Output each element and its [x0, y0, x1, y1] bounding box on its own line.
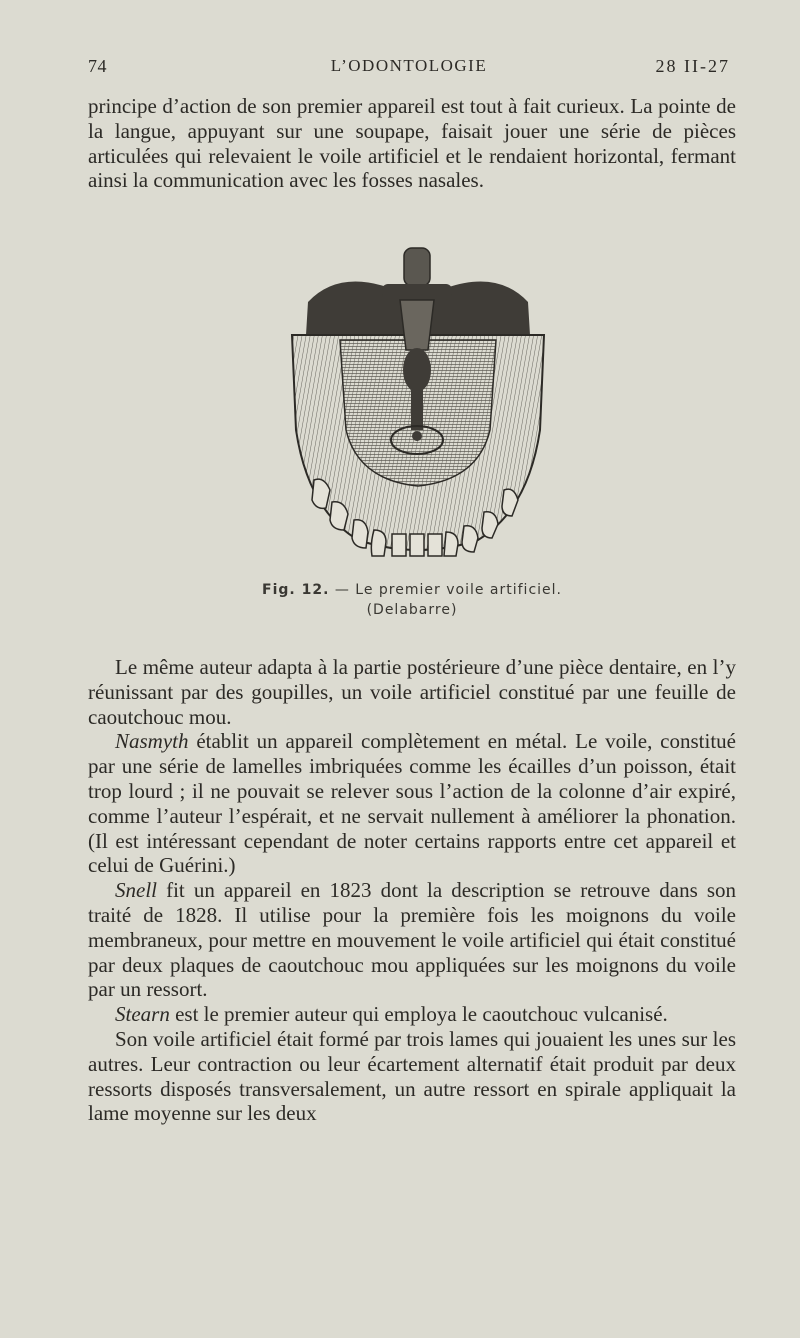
dental-prosthesis-icon	[278, 240, 558, 560]
figure-caption	[88, 580, 736, 620]
paragraph: principe d’action de son premier appareil est tout à fait curieux. La pointe de la langue, appuyant sur une soupape, faisait jouer une série de pièces articulées qui relevaient le voile artificiel et le rendaient horizontal, fermant ainsi la communication avec les fosses nasales.	[88, 94, 736, 193]
paragraph-text: établit un appareil complètement en métal. Le voile, constitué par une série de lamelles imbriquées comme les écailles d’un poisson, était trop lourd ; il ne pouvait se relever sous l’action de la colonne d’air expiré, comme l’auteur l’espérait, et ne servait nullement à améliorer la phonation. (Il est intéressant cependant de noter certains rapports entre cet appareil et celui de Guérini.)	[88, 729, 736, 878]
caption-line	[88, 580, 736, 600]
author-name: Snell	[115, 878, 157, 903]
page-header	[88, 56, 730, 84]
author-name: Nasmyth	[115, 729, 189, 754]
paragraph	[88, 1002, 736, 1027]
paragraph	[88, 878, 736, 1002]
page-number: 74	[88, 56, 107, 76]
paragraph-text: Le même auteur adapta à la partie postérieure d’une pièce dentaire, en l’y réunissant par des goupilles, un voile artificiel constitué par une feuille de caoutchouc mou.	[88, 655, 736, 729]
caption-text: — Le premier voile artificiel.	[329, 582, 562, 598]
paragraph	[88, 1027, 736, 1126]
paragraph-text: fit un appareil en 1823 dont la description se retrouve dans son traité de 1828. Il utilise pour la première fois les moignons du voile membraneux, pour mettre en mouvement le voile artificiel qui était constitué par deux plaques de caoutchouc mou appliquées sur les moignons du voile par un ressort.	[88, 878, 736, 1002]
caption-credit: (Delabarre)	[366, 602, 458, 618]
paragraph	[88, 655, 736, 729]
paragraph-text: Son voile artificiel était formé par trois lames qui jouaient les unes sur les autres. Leur contraction ou leur écartement alternatif était produit par deux ressorts disposés transversalement, un autre ressort en spirale appliquait la lame moyenne sur les deux	[88, 1026, 736, 1126]
paragraph-text: est le premier auteur qui employa le caoutchouc vulcanisé.	[169, 1002, 668, 1027]
top-paragraph-block	[88, 94, 736, 193]
paragraph	[88, 729, 736, 878]
running-title: L’ODONTOLOGIE	[330, 56, 488, 75]
body-text-block	[88, 655, 736, 1126]
issue-date: 28 II-27	[655, 56, 730, 76]
figure-label: Fig. 12.	[262, 582, 330, 598]
dental-prosthesis-illustration	[278, 240, 558, 560]
author-name: Stearn	[115, 1002, 170, 1027]
